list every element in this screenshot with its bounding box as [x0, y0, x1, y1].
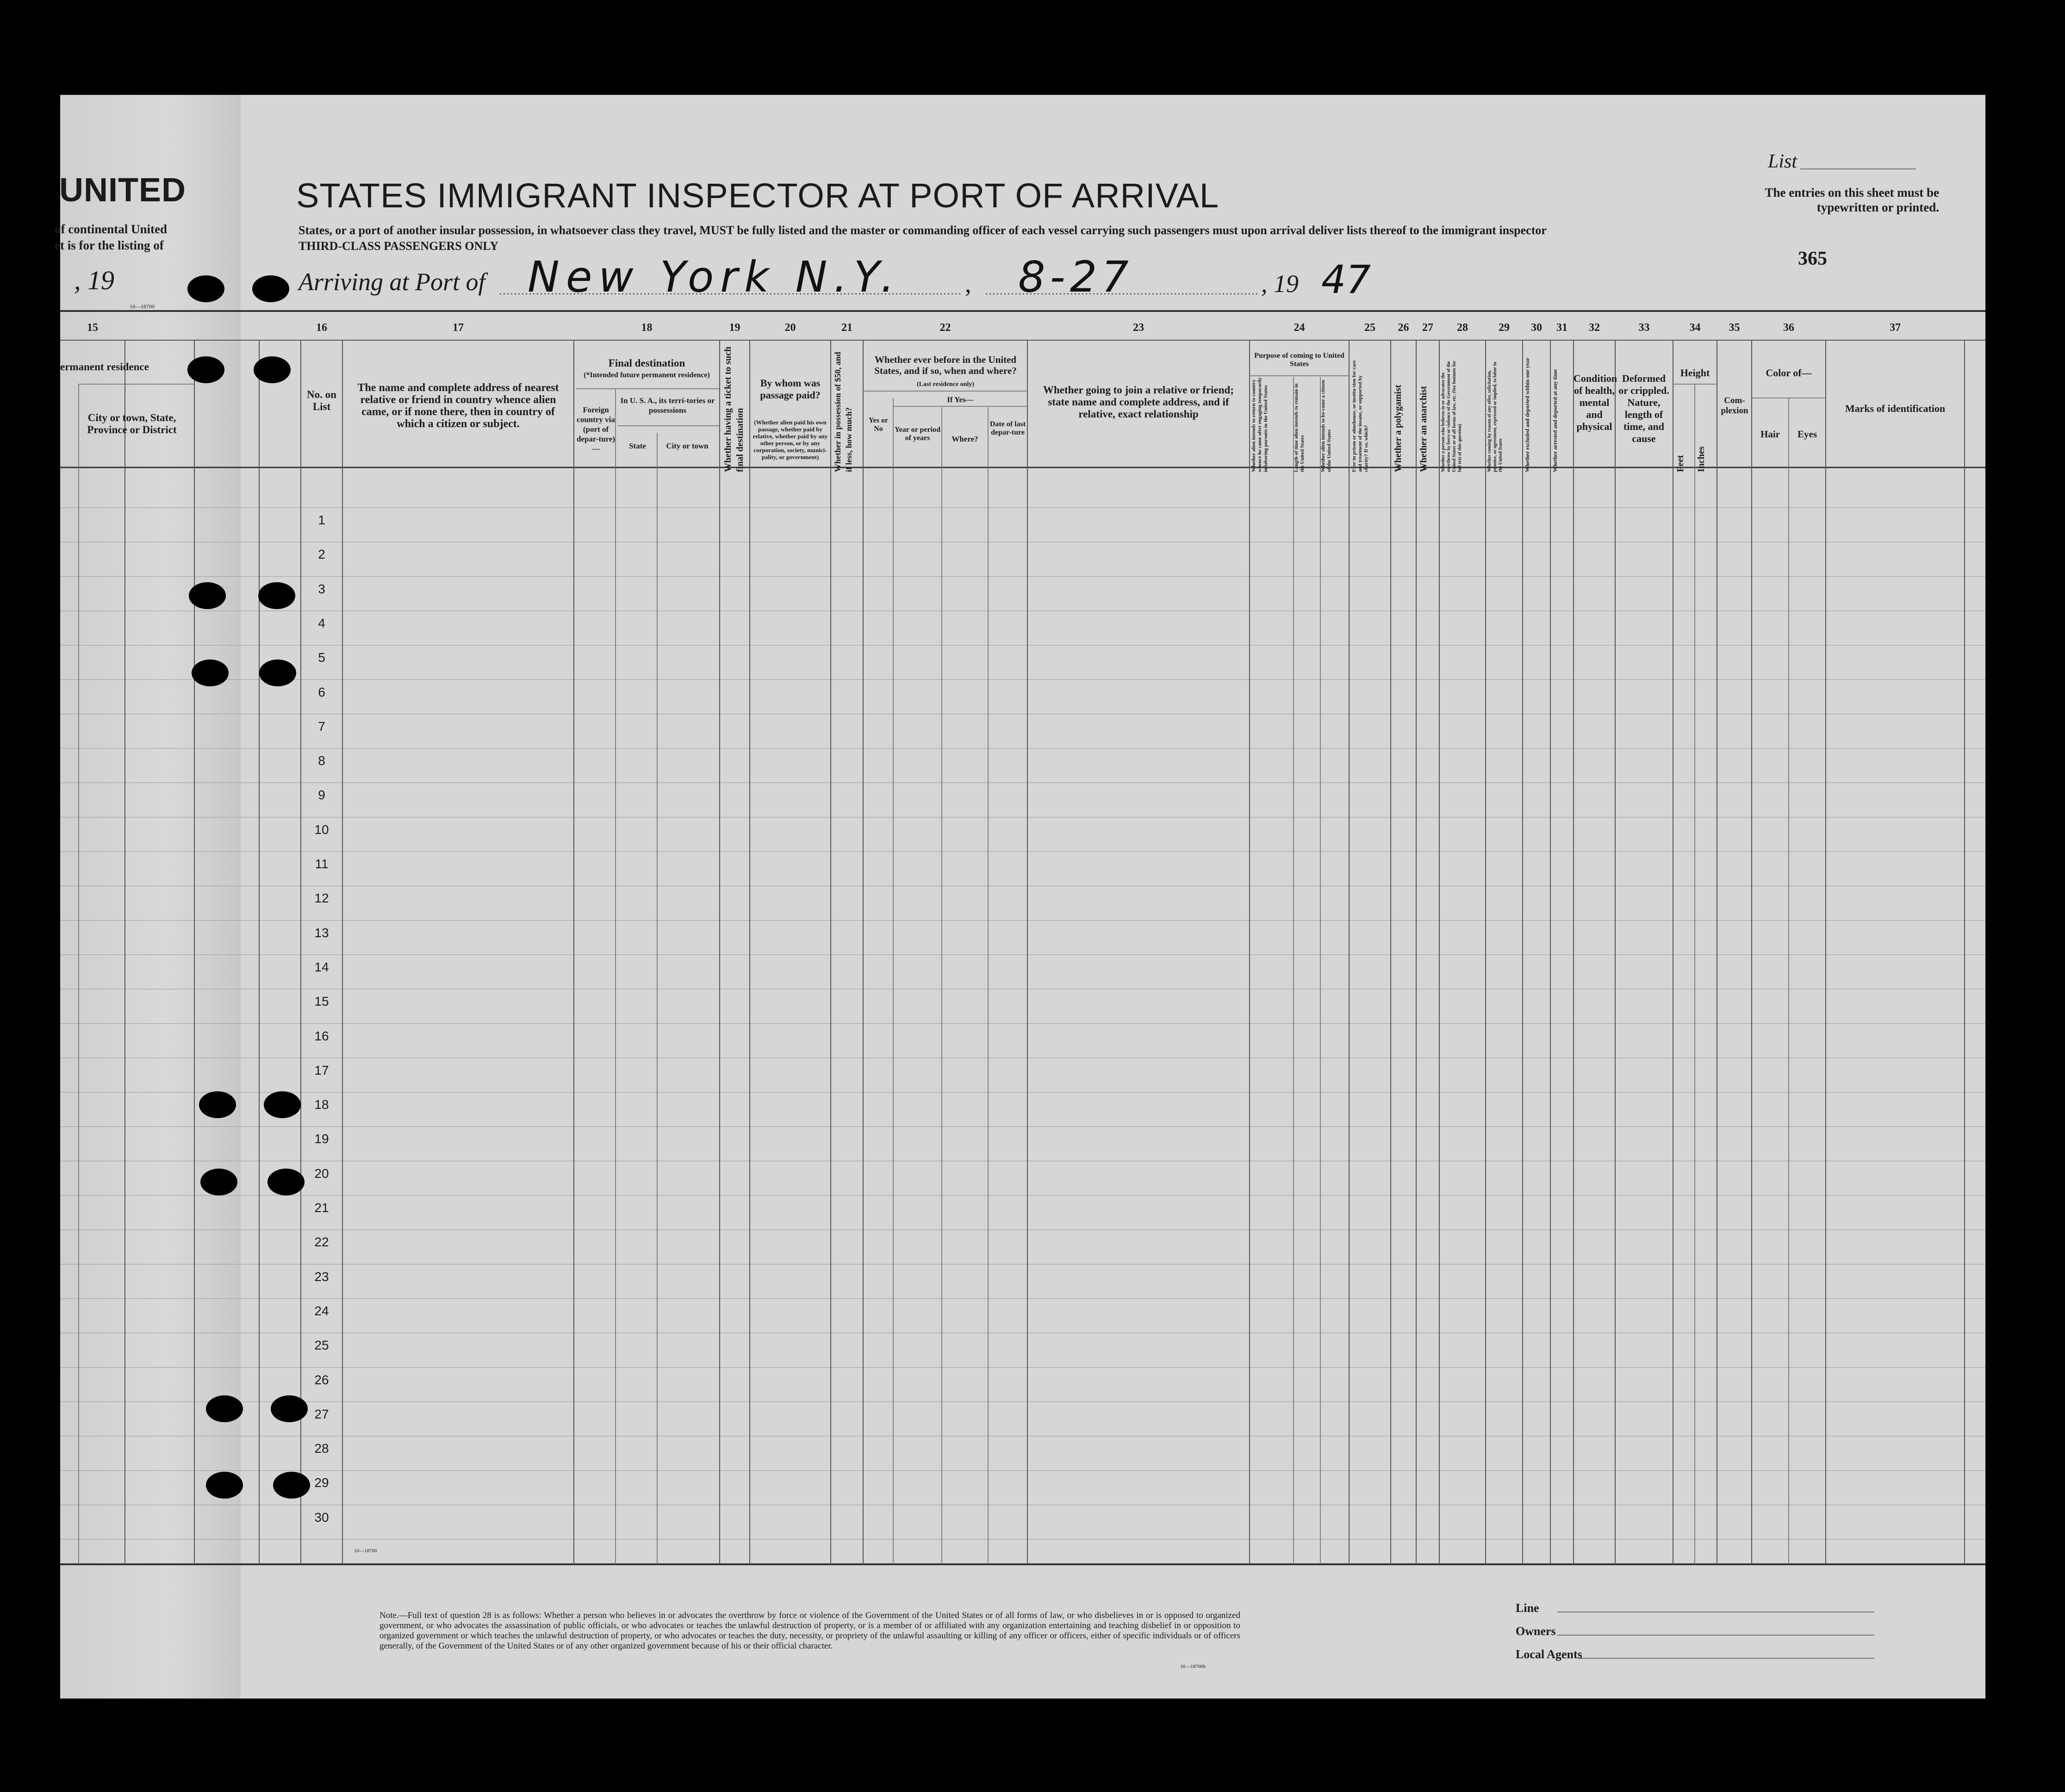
- row-number: 7: [318, 719, 325, 734]
- row-number: 14: [314, 959, 329, 974]
- col-22-year: Year or period of years: [895, 426, 940, 442]
- col-18-title: Final destination: [608, 357, 685, 369]
- col-29-number: 29: [1499, 322, 1510, 334]
- col-15-title: ermanent residence: [60, 361, 149, 373]
- col-18-foreign: Foreign country via (port of depar-ture)—: [576, 405, 616, 453]
- row-number: 4: [318, 616, 325, 630]
- col-32-number: 32: [1589, 322, 1600, 334]
- col-24-title: Purpose of coming to United States: [1254, 352, 1344, 368]
- punch-hole: [189, 582, 226, 609]
- col-22-ifyes: If Yes—: [947, 395, 974, 404]
- col-19-title: Whether having a ticket to such final destination: [723, 346, 745, 472]
- col-34-number: 34: [1689, 322, 1701, 334]
- col-18-number: 18: [641, 322, 653, 334]
- col-23-number: 23: [1133, 322, 1144, 334]
- punch-hole: [206, 1472, 243, 1499]
- row-number: 24: [314, 1303, 329, 1318]
- col-35-number: 35: [1729, 322, 1740, 334]
- punch-hole: [199, 1091, 236, 1118]
- col-21-title: Whether in possession of $50, and if less, how much?: [833, 352, 853, 472]
- col-19-number: 19: [729, 322, 740, 334]
- col-34-title: Height: [1680, 367, 1710, 379]
- col-24-number: 24: [1294, 322, 1305, 334]
- col-20-note: (Whether alien paid his own passage, whether paid by relative, whether paid by any other person, or by any corporation, society, munici-pality, or government): [753, 419, 828, 460]
- col-18-note: (*Intended future permanent residence): [584, 371, 710, 379]
- col-35-title: Com-plexion: [1721, 396, 1748, 416]
- col-22-date: Date of last depar-ture: [989, 420, 1026, 436]
- row-number: 5: [318, 650, 325, 665]
- col-33-number: 33: [1638, 322, 1650, 334]
- row-number: 12: [314, 891, 329, 906]
- punch-hole: [252, 275, 289, 302]
- entries-note: The entries on this sheet must be typewritten or printed.: [1765, 186, 1939, 214]
- col-28-title: Whether a person who believes in or advocates the overthrow by force or violence of the Government of the United States or of all forms of law, etc. (See footnote for full text of this question): [1441, 361, 1462, 472]
- col-24-citizen: Whether alien intends to be-come a citizen of the United States: [1320, 380, 1332, 472]
- col-22-title: Whether ever before in the United States, and if so, when and where?: [874, 354, 1017, 376]
- list-label: List: [1768, 151, 1798, 172]
- row-number: 19: [314, 1132, 329, 1146]
- year-handwritten: 47: [1321, 257, 1371, 302]
- row-number: 10: [314, 822, 329, 837]
- col-22-number: 22: [939, 322, 951, 334]
- row-number: 18: [314, 1097, 329, 1112]
- footnote: Note.—Full text of question 28 is as follows: Whether a person who believes in or advocates the overthrow by force or violence of the Government of the United States or of all forms of law, or who disbelieves in or is opposed to organized government, or who advocates the assassination of public officials, or who advocates or teaches the unlawful destruction of property, or is a member of or affiliated with any organization entertaining and teaching disbelief in or opposition to organized government or which teaches the unlawful destruction of property, or who advocates or teaches the duty, necessity, or propriety of the unlawful assaulting or killing of any officer or officers, either of specific individuals or of officers generally, of the Government of the United States or of any other organized government because of his or their official character.: [379, 1611, 1240, 1651]
- col-24-return: Whether alien intends to return to country whence he came after engaging temporarily in laboring pursuits in the United States: [1251, 377, 1269, 472]
- col-17-number: 17: [453, 322, 464, 334]
- row-number: 6: [318, 684, 325, 699]
- row-number: 23: [314, 1269, 329, 1284]
- col-37-title: Marks of identification: [1845, 403, 1946, 414]
- col-20-number: 20: [784, 322, 796, 334]
- form-subtitle: States, or a port of another insular possession, in whatsoever class they travel, MUST be fully listed and the master or commanding officer of each vessel carrying such passengers must upon arrival deliver lists thereof to the immigrant inspector: [299, 224, 1547, 237]
- col-27-number: 27: [1422, 322, 1433, 334]
- col-26-number: 26: [1398, 322, 1409, 334]
- col-24-length: Length of time alien intends to remain in the United States: [1294, 383, 1305, 472]
- col-33-title: Deformed or crippled. Nature, length of time, and cause: [1618, 373, 1669, 444]
- row-number: 8: [318, 753, 325, 768]
- left-fragment-title: UNITED: [59, 172, 186, 209]
- row-number: 17: [314, 1063, 329, 1077]
- punch-hole: [187, 275, 224, 302]
- col-26-title: Whether a polygamist: [1393, 385, 1403, 472]
- row-number: 25: [314, 1338, 329, 1353]
- row-number: 11: [315, 857, 329, 871]
- col-17-title: The name and complete address of nearest relative or friend in country whence alien came, or if none there, then in country of which a citizen or subject.: [357, 382, 559, 430]
- footnote-code: 10—18700b: [1180, 1664, 1206, 1669]
- row-number: 26: [314, 1372, 329, 1387]
- col-22-where: Where?: [952, 435, 978, 443]
- col-18-city: City or town: [666, 442, 709, 450]
- col-22-note: (Last residence only): [916, 381, 975, 388]
- col-37-number: 37: [1890, 322, 1901, 334]
- local-agents-label: Local Agents: [1516, 1648, 1582, 1661]
- col-16-number: 16: [316, 322, 327, 334]
- row-number: 13: [314, 925, 329, 940]
- col-31-number: 31: [1556, 322, 1567, 334]
- port-handwritten: New York N.Y.: [528, 252, 901, 302]
- punch-hole: [271, 1395, 308, 1422]
- col-36-number: 36: [1783, 322, 1794, 334]
- col-16-title: No. on List: [307, 389, 336, 412]
- col-18-usa: In U. S. A., its terri-tories or possessions: [620, 396, 715, 415]
- form-code-bottom: 10—18700: [354, 1548, 377, 1554]
- punch-hole: [192, 660, 229, 686]
- punch-hole: [264, 1091, 301, 1118]
- col-21-number: 21: [841, 322, 852, 334]
- arriving-label: Arriving at Port of: [299, 268, 485, 296]
- col-30-number: 30: [1531, 322, 1542, 334]
- date-handwritten: 8-27: [1018, 252, 1133, 302]
- col-25-number: 25: [1364, 322, 1375, 334]
- col-36-hair: Hair: [1760, 429, 1780, 440]
- col-29-title: Whether coming by reason of any offer, solicitation, promise, or agreement, expressed or implied, to labor in the United States: [1487, 361, 1503, 472]
- row-number: 28: [314, 1441, 329, 1456]
- punch-hole: [258, 582, 295, 609]
- col-28-number: 28: [1457, 322, 1468, 334]
- col-15-subtitle: City or town, State, Province or District: [87, 412, 177, 436]
- punch-hole: [267, 1169, 305, 1195]
- punch-hole: [259, 660, 296, 686]
- col-27-title: Whether an anarchist: [1418, 386, 1429, 472]
- punch-hole: [254, 356, 291, 383]
- col-32-title: Condition of health, mental and physical: [1574, 373, 1617, 432]
- col-22-yesno: Yes or No: [868, 417, 889, 433]
- punch-hole: [206, 1395, 243, 1422]
- row-number: 3: [318, 581, 325, 596]
- col-36-title: Color of—: [1766, 367, 1812, 379]
- line-label: Line: [1516, 1601, 1539, 1615]
- col-34-inches: Inches: [1696, 446, 1706, 472]
- row-number: 22: [314, 1235, 329, 1250]
- left-fragment-line1: of continental United: [55, 222, 167, 236]
- col-23-title: Whether going to join a relative or friend; state name and complete address, and if relative, exact relationship: [1043, 384, 1234, 420]
- punch-hole: [200, 1169, 237, 1195]
- col-15-number: 15: [87, 322, 98, 334]
- col-25-title: Ever in prison or almshouse, or institu-tion for care and treatment of the insane, or supported by charity? If so, which?: [1351, 360, 1369, 472]
- row-number: 21: [314, 1201, 329, 1215]
- row-number: 30: [314, 1510, 329, 1524]
- col-30-title: Whether excluded and deported within one year: [1524, 357, 1530, 472]
- port-date-comma: ,: [965, 270, 971, 298]
- year-prefix: , 19: [1261, 270, 1299, 298]
- col-31-title: Whether arrested and deported at any time: [1552, 369, 1558, 472]
- form-title: STATES IMMIGRANT INSPECTOR AT PORT OF ARRIVAL: [296, 176, 1219, 215]
- row-number: 29: [314, 1475, 329, 1490]
- row-number: 9: [318, 788, 325, 803]
- row-number: 2: [318, 547, 325, 562]
- col-36-eyes: Eyes: [1798, 429, 1817, 440]
- left-fragment-date: , 19: [74, 265, 114, 295]
- col-18-state: State: [629, 442, 646, 450]
- page-number: 365: [1798, 248, 1827, 269]
- left-fragment-line2: et is for the listing of: [55, 238, 164, 252]
- col-20-title: By whom was passage paid?: [760, 377, 821, 401]
- row-number: 15: [314, 994, 329, 1009]
- row-number: 1: [318, 513, 325, 527]
- punch-hole: [273, 1472, 310, 1499]
- form-code-top: 10—18700: [130, 303, 155, 310]
- punch-hole: [187, 356, 224, 383]
- row-number: 20: [314, 1166, 329, 1181]
- col-34-feet: Feet: [1675, 455, 1686, 472]
- row-number: 27: [314, 1406, 329, 1421]
- class-line: THIRD-CLASS PASSENGERS ONLY: [299, 239, 499, 253]
- owners-label: Owners: [1516, 1624, 1556, 1638]
- row-number: 16: [314, 1028, 329, 1043]
